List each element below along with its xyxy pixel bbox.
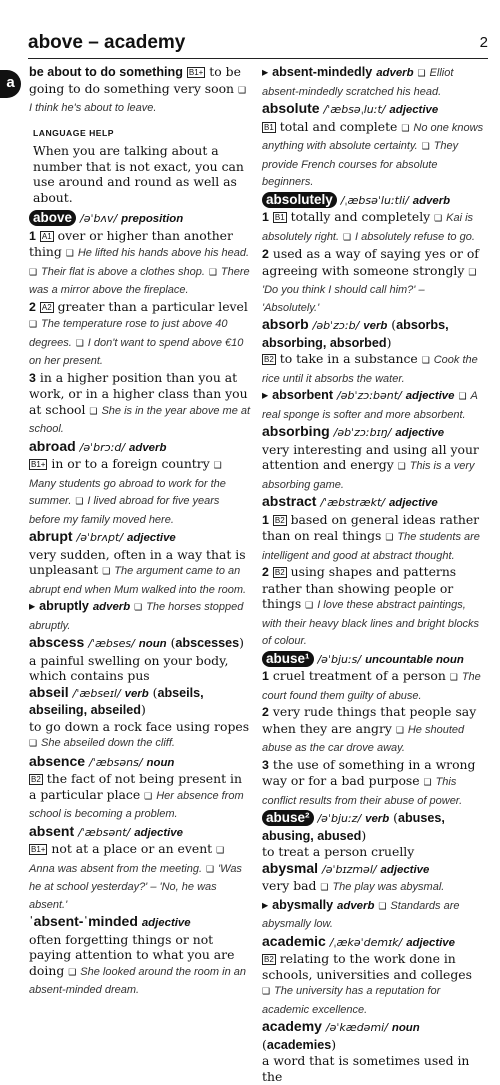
sense (29, 299, 251, 370)
dictionary-entry (262, 64, 484, 100)
example-sentence: Anna was absent from the meeting. (29, 862, 203, 875)
example-sentence: The horses stopped abruptly. (29, 601, 244, 632)
headword: abrupt (29, 528, 73, 544)
part-of-speech: preposition (121, 213, 184, 225)
bullet-square-icon: ❑ (421, 142, 430, 152)
sense (29, 228, 251, 299)
headword: absorb (262, 316, 309, 332)
definition: in a higher position than you at work, or in a higher class than you at school (29, 369, 248, 417)
example-sentence: This is a very absorbing game. (262, 460, 475, 491)
arrow-icon: ▸ (262, 387, 273, 402)
bullet-square-icon: ❑ (29, 267, 38, 278)
part-of-speech: verb (363, 320, 388, 332)
part-of-speech: adverb (412, 194, 451, 207)
bullet-square-icon: ❑ (134, 603, 143, 613)
definition: very sudden, often in a way that is unpleasant (29, 546, 246, 577)
dictionary-entry (262, 651, 484, 810)
sense (262, 757, 484, 810)
level-badge: A1 (41, 231, 52, 241)
pronunciation: /ˈæbsənt/ (78, 825, 131, 839)
example-sentence: She abseiled down the cliff. (41, 737, 175, 749)
bullet-square-icon: ❑ (262, 987, 271, 997)
example-sentence: The students are intelligent and good at abstract thought. (262, 531, 480, 562)
example-sentence: The temperature rose to just above 40 degrees. (29, 318, 228, 349)
pronunciation: /əˈbrɔːd/ (79, 440, 126, 454)
derived-headword: absent-mindedly (272, 65, 373, 79)
part-of-speech: adverb (337, 899, 375, 912)
headword: abroad (29, 437, 76, 454)
example-sentence: A real sponge is softer and more absorbent. (262, 390, 478, 421)
definition: using shapes and patterns rather than showing people or things (262, 564, 457, 611)
pronunciation: /ˈæbseɪl/ (72, 686, 121, 700)
definition: a painful swelling on your body, which contains pus (29, 652, 229, 683)
part-of-speech: adjective (406, 936, 455, 949)
bullet-square-icon: ❑ (434, 214, 443, 224)
level-badge: B1+ (31, 845, 46, 854)
sense (262, 951, 484, 1018)
definition: the use of something in a wrong way or for a bad purpose (262, 756, 476, 788)
example-sentence: The university has a reputation for academic excellence. (262, 985, 441, 1016)
example-sentence: The court found them guilty of abuse. (262, 671, 481, 702)
bullet-square-icon: ❑ (75, 497, 84, 507)
dictionary-entry (29, 754, 251, 823)
example-sentence: Elliot absent-mindedly scratched his head. (262, 67, 454, 98)
sense (262, 704, 484, 757)
sense (262, 209, 484, 246)
derived-headword: abruptly (39, 599, 89, 613)
sense (29, 932, 251, 999)
bullet-square-icon: ❑ (320, 883, 329, 893)
example-sentence: I think he's about to leave. (29, 102, 157, 114)
headword: ˈabsent-ˈminded (29, 913, 138, 929)
part-of-speech: adverb (376, 67, 414, 79)
sense (29, 719, 251, 753)
arrow-icon: ▸ (262, 896, 273, 912)
pronunciation: /əˈbrʌpt/ (76, 531, 124, 544)
pronunciation: /ˌæbsəˈluːtli/ (340, 193, 409, 207)
sense-number: 3 (29, 370, 36, 385)
example-sentence: The play was abysmal. (332, 881, 445, 893)
sense (29, 547, 251, 599)
definition: over or higher than another thing (29, 227, 233, 259)
part-of-speech: verb (365, 813, 390, 825)
bullet-square-icon: ❑ (102, 567, 111, 577)
bullet-square-icon: ❑ (29, 320, 38, 330)
dictionary-entry (262, 101, 484, 191)
definition: used as a way of saying yes or of agreeing with someone strongly (262, 246, 479, 278)
definition: to treat a person cruelly (262, 844, 415, 859)
dictionary-entry (29, 439, 251, 529)
example-sentence: He shouted abuse as the car drove away. (262, 723, 465, 754)
definition: in or to a foreign country (51, 456, 210, 471)
sense (29, 370, 251, 438)
part-of-speech: adjective (380, 863, 430, 876)
example-sentence: I lived abroad for five years before my family moved here. (29, 495, 220, 526)
headword: above (29, 210, 76, 226)
pronunciation: /ˈæbses/ (88, 637, 135, 650)
example-sentence: 'Was he at school yesterday?' – 'No, he was absent.' (29, 862, 242, 911)
example-sentence: She is in the year above me at school. (29, 404, 251, 435)
definition: often forgetting things or not paying attention to what you are doing (29, 931, 235, 978)
dictionary-entry: academy /əˈkædəmi/ noun (academies) a word that is sometimes used in the (262, 1019, 484, 1084)
sense-number: 1 (262, 512, 269, 527)
example-sentence: They provide French courses for absolute beginners. (262, 140, 459, 188)
example-sentence: There was a mirror above the fireplace. (29, 265, 250, 296)
bullet-square-icon: ❑ (65, 249, 74, 259)
definition: to go down a rock face using ropes (29, 718, 250, 734)
sense (262, 442, 484, 494)
sense-number: 1 (29, 228, 36, 243)
bullet-square-icon: ❑ (238, 85, 247, 96)
definition: based on general ideas rather than on real things (262, 511, 480, 543)
part-of-speech: noun (391, 1022, 420, 1034)
pronunciation: /əbˈzɔːbɪŋ/ (333, 426, 392, 439)
page-title: above – academy (28, 32, 186, 53)
dictionary-entry: absorb /əbˈzɔːb/ verb (absorbs, absorbing, absorbed) B2 to take in a substance ❑ Cook the rice until it absorbs the water. ▸ absorbent /əbˈzɔːbənt/ adjective ❑ A real sponge is softer and more absorbent. (262, 317, 484, 423)
level-badge: B2 (31, 775, 41, 784)
sense-number: 3 (262, 757, 269, 772)
bullet-square-icon: ❑ (449, 673, 458, 683)
bullet-square-icon: ❑ (68, 967, 77, 978)
example-sentence: He lifted his hands above his head. (77, 247, 250, 259)
definition: very rude things that people say when they are angry (262, 704, 477, 736)
derived-headword: absorbent (272, 388, 334, 402)
pronunciation: /əˈbʌv/ (79, 212, 118, 225)
dictionary-entry (262, 494, 484, 650)
bullet-square-icon: ❑ (468, 267, 477, 278)
sense-number: 2 (262, 565, 269, 579)
dictionary-entry (29, 210, 251, 438)
headword: absent (29, 822, 75, 839)
level-badge: B2 (264, 955, 274, 964)
definition: not at a place or an event (51, 841, 213, 856)
bullet-square-icon: ❑ (417, 69, 426, 79)
headword: abysmal (262, 859, 319, 876)
headword: absence (29, 752, 86, 769)
right-column (262, 64, 484, 1085)
part-of-speech: noun (146, 756, 175, 769)
example-sentence: She looked around the room in an absent-minded dream. (29, 965, 246, 996)
pronunciation: /əbˈzɔːbənt/ (337, 389, 402, 402)
pronunciation: /əˈbjuːs/ (317, 652, 362, 666)
dictionary-entry: abuse² /əˈbjuːz/ verb (abuses, abusing, abused) to treat a person cruelly (262, 810, 484, 860)
pronunciation: /əbˈzɔːb/ (312, 319, 360, 332)
headword: abstract (262, 493, 317, 509)
example-sentence: Cook the rice until it absorbs the water. (262, 354, 478, 385)
example-sentence: I don't want to spend above €10 on her present. (29, 336, 244, 367)
part-of-speech: adjective (134, 826, 183, 839)
example-sentence: Her absence from school is becoming a problem. (29, 789, 244, 820)
derived-headword: abysmally (272, 897, 334, 912)
bullet-square-icon: ❑ (206, 864, 215, 875)
part-of-speech: adjective (126, 532, 176, 544)
page-number: 2 (479, 34, 488, 51)
definition: cruel treatment of a person (272, 668, 446, 683)
example-sentence: Their flat is above a clothes shop. (41, 265, 205, 278)
level-badge: B1+ (188, 68, 204, 77)
dictionary-entry (29, 529, 251, 634)
language-help-heading: LANGUAGE HELP (33, 127, 114, 138)
pronunciation: /ˈæbstrækt/ (320, 496, 385, 509)
sense (262, 351, 484, 387)
sense (262, 668, 484, 704)
part-of-speech: adjective (389, 104, 439, 116)
bullet-square-icon: ❑ (75, 338, 84, 349)
part-of-speech: adverb (92, 601, 131, 613)
definition: very bad (262, 878, 317, 893)
bullet-square-icon: ❑ (213, 461, 222, 471)
level-badge: B1 (264, 122, 274, 132)
sense (262, 119, 484, 191)
part-of-speech: adjective (141, 917, 191, 929)
sense (262, 844, 484, 860)
pronunciation: /əˈkædəmi/ (325, 1021, 388, 1034)
bullet-square-icon: ❑ (421, 356, 430, 366)
derived-entry (29, 598, 251, 634)
sense (262, 512, 484, 565)
example-sentence: Standards are abysmally low. (262, 899, 460, 930)
sense (29, 771, 251, 823)
dictionary-entry (29, 914, 251, 999)
dictionary-entry (29, 824, 251, 914)
part-of-speech: adjective (405, 390, 455, 402)
bullet-square-icon: ❑ (216, 846, 225, 856)
definition: to be going to do something very soon (29, 64, 241, 96)
part-of-speech: adverb (129, 441, 167, 454)
dictionary-entry (262, 934, 484, 1019)
part-of-speech: noun (138, 638, 167, 650)
pronunciation: /əˈbɪzməl/ (322, 862, 377, 876)
dictionary-entry: abseil /ˈæbseɪl/ verb (abseils, abseiling, abseiled) to go down a rock face using ropes ❑ She abseiled down the cliff. (29, 685, 251, 753)
level-badge: B2 (274, 568, 285, 577)
definition: totally and completely (290, 209, 431, 224)
derived-entry (262, 387, 484, 423)
dictionary-entry (29, 64, 251, 117)
bullet-square-icon: ❑ (395, 725, 404, 736)
level-badge: B1+ (31, 460, 46, 469)
page-header (28, 32, 488, 59)
phrase-headword: be about to do something (29, 65, 183, 79)
bullet-square-icon: ❑ (397, 462, 406, 472)
bullet-square-icon: ❑ (401, 123, 410, 134)
dictionary-entry (262, 424, 484, 493)
inflections: academies (266, 1037, 332, 1052)
inflections: abseils, abseiling, abseiled (29, 685, 204, 717)
sense (262, 1053, 484, 1084)
headword: academy (262, 1018, 322, 1034)
sense-number: 2 (262, 247, 269, 261)
example-sentence: No one knows anything with absolute certainty. (262, 121, 484, 152)
arrow-icon: ▸ (262, 64, 273, 79)
derived-entry (262, 897, 484, 933)
arrow-icon: ▸ (29, 598, 40, 613)
part-of-speech: verb (124, 687, 149, 700)
headword: abseil (29, 683, 69, 700)
part-of-speech: adjective (388, 497, 438, 509)
definition: to take in a substance (279, 351, 418, 366)
example-sentence: Kai is absolutely right. (262, 212, 474, 243)
dictionary-entry (262, 861, 484, 933)
bullet-square-icon: ❑ (29, 739, 38, 749)
language-help-body: When you are talking about a number that is not exact, you can use around and round as well as about. (33, 143, 244, 205)
definition: very interesting and using all your attention and energy (262, 441, 479, 472)
example-sentence: I love these abstract paintings, with their heavy black lines and bright blocks of colour. (262, 599, 480, 647)
example-sentence: I absolutely refuse to go. (355, 230, 475, 243)
dictionary-entry (262, 192, 484, 317)
definition: the fact of not being present in a particular place (29, 771, 242, 802)
dictionary-entry: abscess /ˈæbses/ noun (abscesses) a painful swelling on your body, which contains pus (29, 635, 251, 684)
headword: absolute (262, 100, 320, 116)
sense (29, 653, 251, 684)
pronunciation: /ˈæbsəns/ (89, 755, 143, 769)
bullet-square-icon: ❑ (458, 392, 467, 402)
sense-number: 2 (262, 705, 269, 719)
headword: absorbing (262, 423, 330, 439)
inflections: absorbs, absorbing, absorbed (262, 318, 449, 350)
definition: total and complete (279, 118, 398, 134)
bullet-square-icon: ❑ (89, 406, 98, 417)
inflections: abuses, abusing, abused (262, 811, 445, 843)
level-badge: B1 (274, 213, 285, 222)
letter-tab[interactable]: a (0, 70, 21, 98)
headword: abscess (29, 634, 85, 650)
level-badge: B2 (274, 515, 285, 525)
definition: a word that is sometimes used in the (262, 1053, 470, 1084)
part-of-speech: adjective (395, 427, 445, 439)
part-of-speech: uncountable noun (365, 653, 464, 666)
headword: absolutely (262, 192, 337, 208)
left-column (29, 64, 251, 1000)
example-sentence: Many students go abroad to work for the summer. (29, 477, 226, 507)
bullet-square-icon: ❑ (305, 601, 314, 611)
example-sentence: 'Do you think I should call him?' – 'Absolutely.' (262, 284, 425, 314)
pronunciation: /ˈæbsəˌluːt/ (323, 103, 386, 116)
bullet-square-icon: ❑ (208, 267, 217, 278)
sense-number: 1 (262, 669, 269, 683)
definition: greater than a particular level (57, 298, 248, 314)
pronunciation: /ˌækəˈdemɪk/ (329, 935, 403, 949)
bullet-square-icon: ❑ (385, 533, 394, 543)
headword: abuse¹ (262, 651, 314, 667)
inflections: abscesses (175, 636, 240, 650)
sense (262, 564, 484, 650)
sense-number: 1 (262, 210, 269, 224)
definition: relating to the work done in schools, universities and colleges (262, 951, 472, 982)
headword: academic (262, 932, 326, 949)
example-sentence: This conflict results from their abuse of power. (262, 776, 463, 807)
sense (29, 456, 251, 528)
sense-number: 2 (29, 299, 36, 314)
bullet-square-icon: ❑ (378, 901, 387, 912)
sense (262, 246, 484, 316)
level-badge: B2 (264, 355, 274, 364)
headword: abuse² (262, 810, 314, 826)
sense (29, 841, 251, 913)
bullet-square-icon: ❑ (423, 778, 432, 788)
example-sentence: The argument came to an abrupt end when Mum walked into the room. (29, 565, 247, 596)
bullet-square-icon: ❑ (144, 791, 153, 802)
bullet-square-icon: ❑ (343, 232, 352, 243)
pronunciation: /əˈbjuːz/ (317, 812, 362, 825)
level-badge: A2 (41, 302, 52, 312)
sense (262, 878, 484, 897)
